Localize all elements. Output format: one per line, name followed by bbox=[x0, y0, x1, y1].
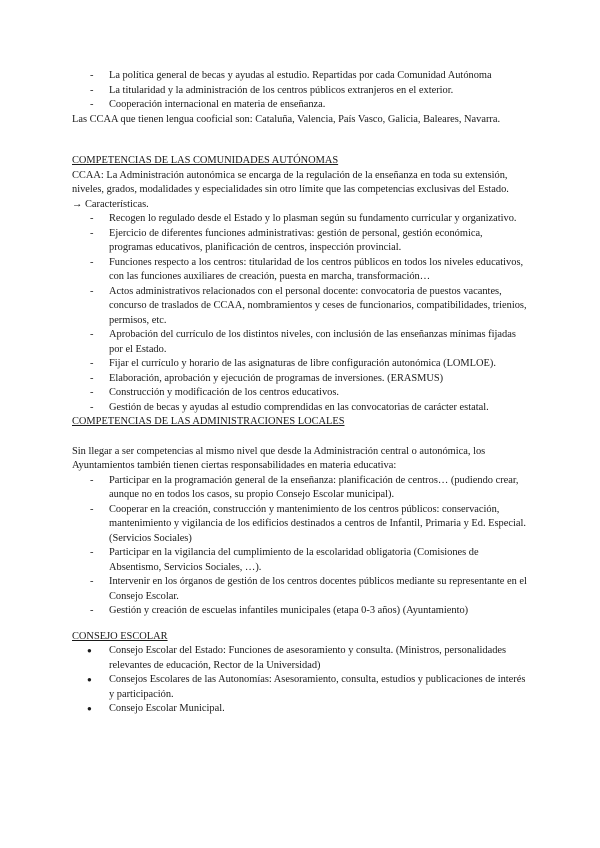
autonomas-intro: CCAA: La Administración autonómica se encarga de la regulación de la enseñanza en toda su extensión, niveles, grados, modalidades y especialidades sin otro límite que las competencias exclusivas del Estado. bbox=[72, 169, 509, 195]
ccaa-languages-paragraph: Las CCAA que tienen lengua cooficial son: Cataluña, Valencia, País Vasco, Galicia, Baleares, Navarra. bbox=[72, 113, 501, 125]
list-item: - Participar en la vigilancia del cumplimiento de la escolaridad obligatoria (Comisiones de Absentismo, Servicios Sociales, …). bbox=[72, 546, 528, 575]
section-heading-autonomas: COMPETENCIAS DE LAS COMUNIDADES AUTÓNOMAS bbox=[72, 155, 339, 166]
list-item: - Gestión y creación de escuelas infantiles municipales (etapa 0-3 años) (Ayuntamiento) bbox=[72, 604, 528, 619]
list-item: - Fijar el currículo y horario de las asignaturas de libre configuración autonómica (LOMLOE). bbox=[72, 357, 528, 372]
list-item: - Elaboración, aprobación y ejecución de programas de inversiones. (ERASMUS) bbox=[72, 372, 528, 387]
autonomas-list bbox=[72, 212, 528, 415]
list-item: - Intervenir en los órganos de gestión de los centros docentes públicos mediante su representante en el Consejo Escolar. bbox=[72, 575, 528, 604]
list-item: - Participar en la programación general de la enseñanza: planificación de centros… (pudiendo crear, aunque no en todos los casos, su propio Consejo Escolar municipal). bbox=[72, 474, 528, 503]
section-heading-consejo: CONSEJO ESCOLAR bbox=[72, 630, 168, 642]
list-item: ● Consejo Escolar Municipal. bbox=[72, 702, 528, 717]
list-item: - Gestión de becas y ayudas al estudio comprendidas en las convocatorias de carácter estatal. bbox=[72, 401, 528, 416]
characteristics-label: → Características. bbox=[72, 198, 149, 210]
list-item: ● Consejo Escolar del Estado: Funciones de asesoramiento y consulta. (Ministros, personalidades relevantes de educación, Rector de la Universidad) bbox=[72, 644, 528, 673]
top-list bbox=[72, 69, 528, 113]
list-item: - Aprobación del currículo de los distintos niveles, con inclusión de las enseñanzas mínimas fijadas por el Estado. bbox=[72, 328, 528, 357]
document-content bbox=[72, 69, 528, 717]
list-item: - Recogen lo regulado desde el Estado y lo plasman según su fundamento curricular y organizativo. bbox=[72, 212, 528, 227]
list-item: - Cooperación internacional en materia de enseñanza. bbox=[72, 98, 528, 113]
list-item: - Ejercicio de diferentes funciones administrativas: gestión de personal, gestión económica, programas educativos, planificación de centros, inspección provincial. bbox=[72, 227, 528, 256]
list-item: - La política general de becas y ayudas al estudio. Repartidas por cada Comunidad Autónoma bbox=[72, 69, 528, 84]
locales-list bbox=[72, 474, 528, 619]
locales-intro: Sin llegar a ser competencias al mismo nivel que desde la Administración central o autonómica, los Ayuntamientos también tienen ciertas responsabilidades en materia educativa: bbox=[72, 445, 486, 471]
list-item: ● Consejos Escolares de las Autonomías: Asesoramiento, consulta, estudios y publicaciones de interés y participación. bbox=[72, 673, 528, 702]
list-item: - Funciones respecto a los centros: titularidad de los centros públicos en todos los niveles educativos, con las funciones auxiliares de creación, puesta en marcha, transformación… bbox=[72, 256, 528, 285]
list-item: - Actos administrativos relacionados con el personal docente: convocatoria de puestos vacantes, concurso de traslados de CCAA, nombramientos y ceses de funcionarios, compatibilidades, trienios, permisos, etc. bbox=[72, 285, 528, 329]
consejo-list bbox=[72, 644, 528, 717]
section-heading-locales: COMPETENCIAS DE LAS ADMINISTRACIONES LOCALES bbox=[72, 416, 345, 427]
list-item: - Cooperar en la creación, construcción y mantenimiento de los centros públicos: conservación, mantenimiento y vigilancia de los edificios destinados a centros de Infantil, Primaria y Ed. Especial. (Servicios Sociales) bbox=[72, 503, 528, 547]
list-item: - Construcción y modificación de los centros educativos. bbox=[72, 386, 528, 401]
list-item: - La titularidad y la administración de los centros públicos extranjeros en el exterior. bbox=[72, 84, 528, 99]
